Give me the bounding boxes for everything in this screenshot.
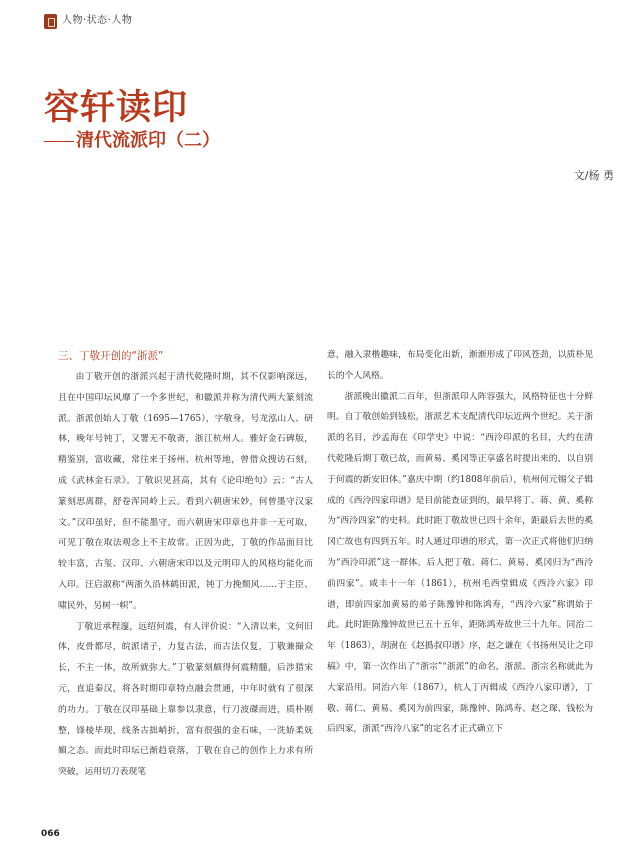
page-number: 066 bbox=[41, 829, 60, 839]
right-column bbox=[327, 345, 593, 740]
paragraph: 丁敬近承程邃，远绍何震，有人评价说：“入清以来，文何旧体，皮骨都尽，皖派诸子，力复古法，而古法仅复，丁敬兼撮众长，不主一体，故所就弥大。”丁敬篆刻颇得何震精髓，后涉猎宋元，直追秦汉，将各时期印章特点融会贯通，中年时就有了很深的功力。丁敬在汉印基础上靠参以隶意，行刀波磔而进，质朴刚整，锋棱毕现，线条古拙峭折，富有很强的金石味，一洗娇柔妩媚之态。而此时印坛已渐趋衰落，丁敬在自己的创作上力求有所突破，运用切刀表现笔 bbox=[58, 621, 313, 778]
paragraph: 由丁敬开创的浙派兴起于清代乾隆时期，其不仅影响深远，且在中国印坛风靡了一个多世纪，和徽派并称为清代两大篆刻流派。浙派创始人丁敬（1695—1765），字敬身，号龙泓山人、研林，晚年号钝丁，又署无不敬斋，浙江杭州人。雅好金石碑版，精鉴别，富收藏，常往来于扬州、杭州等地，曾借众搜访石刻，成《武林金石录》。丁敬识见甚高，其有《论印绝句》云：“古人篆刻思离群，舒卷浑同岭上云。看到六朝唐宋妙，何曾墨守汉家文。”汉印虽好，但不能墨守，而六朝唐宋印章也并非一无可取，可见丁敬在取法观念上不主故常。正因为此，丁敬的作品面目比较丰富，古玺、汉印、六朝唐宋印以及元明印人的风格均能化而入印。汪启淑称“两浙久沿林鹤田派，钝丁力挽颓风……于主臣、啸民外，另树一帜”。 bbox=[58, 372, 313, 611]
section-heading: 三、丁敬开创的“浙派” bbox=[58, 350, 164, 362]
author-byline: 文/杨 勇 bbox=[573, 169, 614, 182]
left-column bbox=[58, 345, 313, 783]
paragraph: 意，融入隶楷趣味，布局变化出新，渐渐形成了印风苍劲，以质朴见长的个人风格。 bbox=[327, 350, 593, 381]
subtitle-text: 清代流派印（二） bbox=[76, 130, 220, 151]
article-subtitle bbox=[44, 128, 220, 154]
article-title: 容轩读印 bbox=[44, 87, 189, 128]
paragraph: 浙派晚出徽派二百年，但浙派印人阵容强大，风格特征也十分鲜明。自丁敬创始到钱松，浙派艺术支配清代印坛近两个世纪。关于浙派的名目，沙孟海在《印学史》中说：“西泠印派的名目，大约在清代乾隆后期丁敬已故，而黄易、奚冈等正享盛名时提出来的，以自别于何震的新安旧体。”嘉庆中期（约1808年前后），杭州何元锡父子辑成的《西泠四家印谱》是目前能查证到的，最早将丁、蒋、黄、奚称为“西泠四家”的史料。此时距丁敬故世已四十余年，距最后去世的奚冈亡故也有四到五年。时人通过印谱的形式，第一次正式将他们归纳为“西泠印派”这一群体。后人把丁敬、蒋仁、黄易、奚冈归为“西泠前四家”。咸丰十一年（1861），杭州毛西堂辑成《西泠六家》印谱，即前四家加黄易的弟子陈豫钟和陈鸿寿，“西泠六家”称谓始于此。此时距陈豫钟故世已五十五年，距陈鸿寿故世三十九年。同治二年（1863），胡澍在《赵撝叔印谱》序，赵之谦在《书扬州吴让之印稿》中，第一次作出了“浙宗”“浙派”的命名，浙派、浙宗名称就此为大家沿用。同治六年（1867），杭人丁丙辑成《西泠八家印谱》，丁敬、蒋仁、黄易、奚冈为前四家，陈豫钟、陈鸿寿、赵之琛、钱松为后四家，浙派“西泠八家”的定名才正式确立下 bbox=[327, 391, 593, 735]
section-label: 人物·状态·人物 bbox=[62, 15, 133, 26]
seal-icon bbox=[44, 14, 57, 29]
subtitle-dash bbox=[44, 141, 74, 142]
